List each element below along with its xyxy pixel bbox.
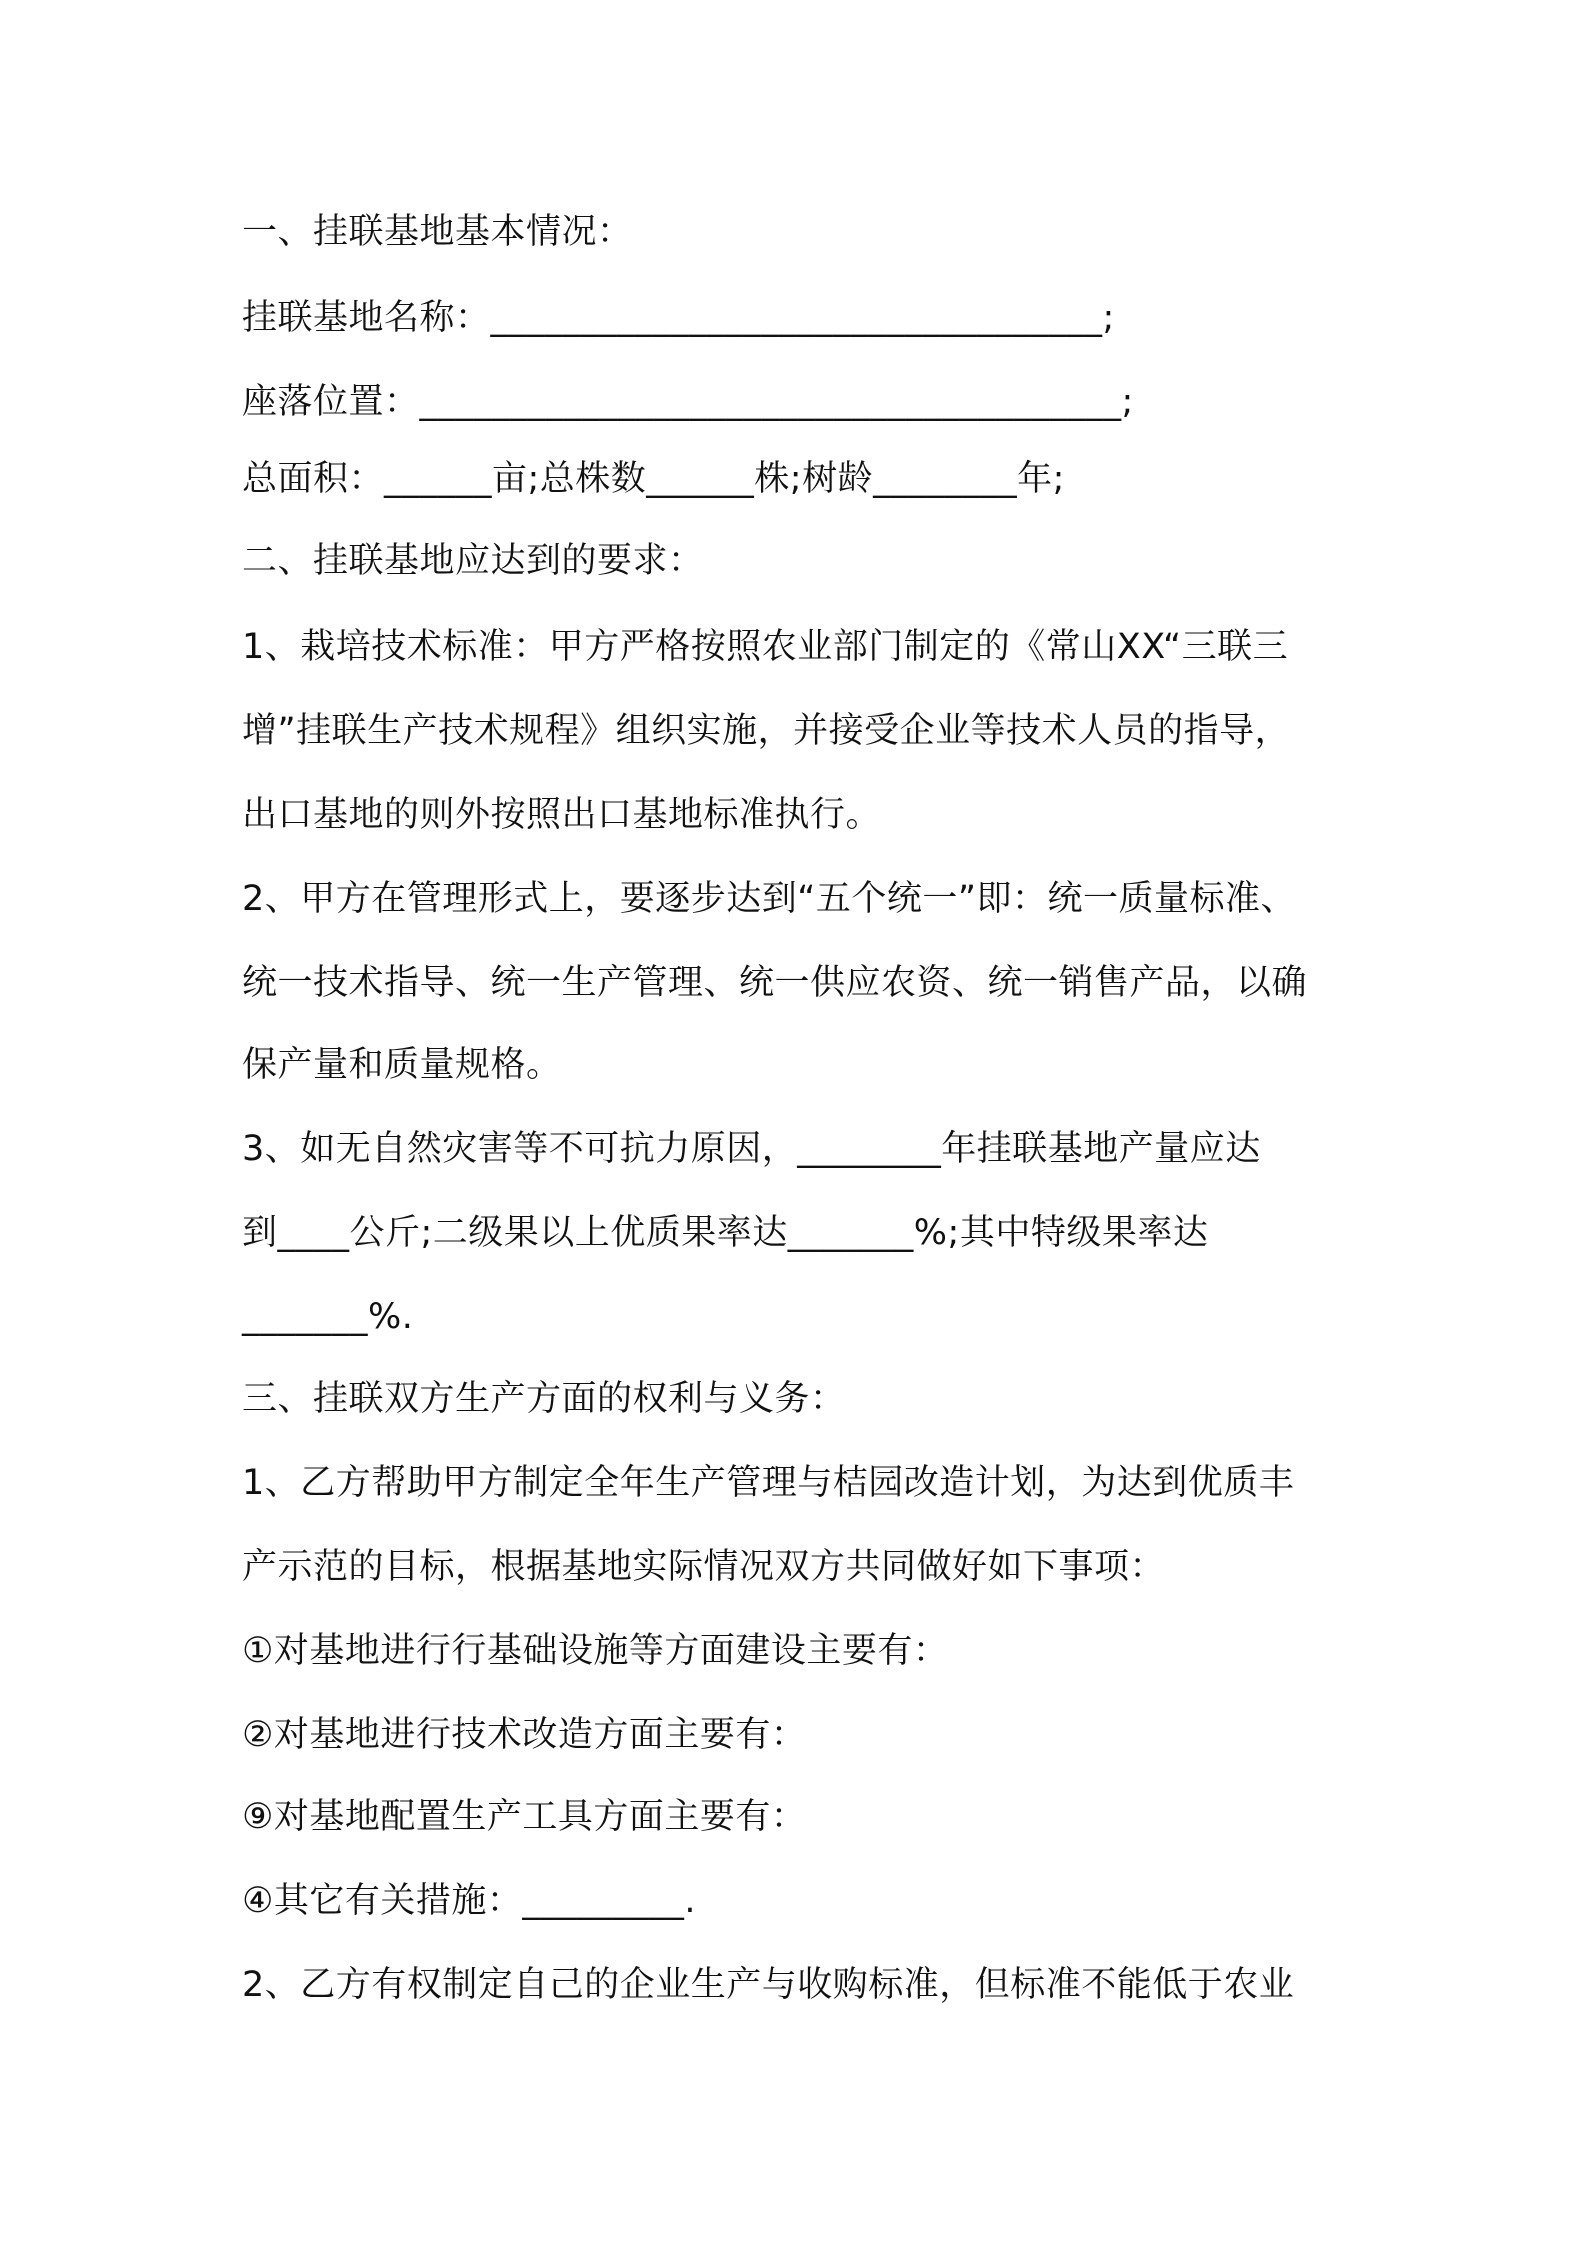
section-heading-1: 一、挂联基地基本情况： [242,212,633,252]
paragraph-line: 1、栽培技术标准：甲方严格按照农业部门制定的《常山XX“三联三 [242,627,1289,667]
section-heading-2: 二、挂联基地应达到的要求： [242,541,704,581]
paragraph-line: 1、乙方帮助甲方制定全年生产管理与桔园改造计划，为达到优质丰 [242,1463,1295,1503]
area-line: 总面积：______亩;总株数______株;树龄________年; [242,459,1065,499]
list-item: ⑨对基地配置生产工具方面主要有： [242,1797,807,1837]
paragraph-line: 产示范的目标，根据基地实际情况双方共同做好如下事项： [242,1547,1166,1587]
paragraph-line: 保产量和质量规格。 [242,1045,562,1085]
paragraph-line: 出口基地的则外按照出口基地标准执行。 [242,795,882,835]
paragraph-line: 增”挂联生产技术规程》组织实施，并接受企业等技术人员的指导， [242,711,1291,751]
list-item: ④其它有关措施：_________. [242,1881,697,1921]
base-name-line: 挂联基地名称：__________________________________; [242,298,1115,338]
paragraph-line: 2、甲方在管理形式上，要逐步达到“五个统一”即：统一质量标准、 [242,879,1297,919]
list-item: ②对基地进行技术改造方面主要有： [242,1715,807,1755]
list-item: ①对基地进行行基础设施等方面建设主要有： [242,1631,949,1671]
paragraph-line: 2、乙方有权制定自己的企业生产与收购标准，但标准不能低于农业 [242,1965,1295,2005]
paragraph-line: 3、如无自然灾害等不可抗力原因，________年挂联基地产量应达 [242,1129,1261,1169]
location-line: 座落位置：_______________________________________; [242,382,1134,422]
section-heading-3: 三、挂联双方生产方面的权利与义务： [242,1379,846,1419]
paragraph-line: 统一技术指导、统一生产管理、统一供应农资、统一销售产品，以确 [242,963,1308,1003]
paragraph-line: _______%. [242,1297,414,1337]
paragraph-line: 到____公斤;二级果以上优质果率达_______%;其中特级果率达 [242,1213,1209,1253]
